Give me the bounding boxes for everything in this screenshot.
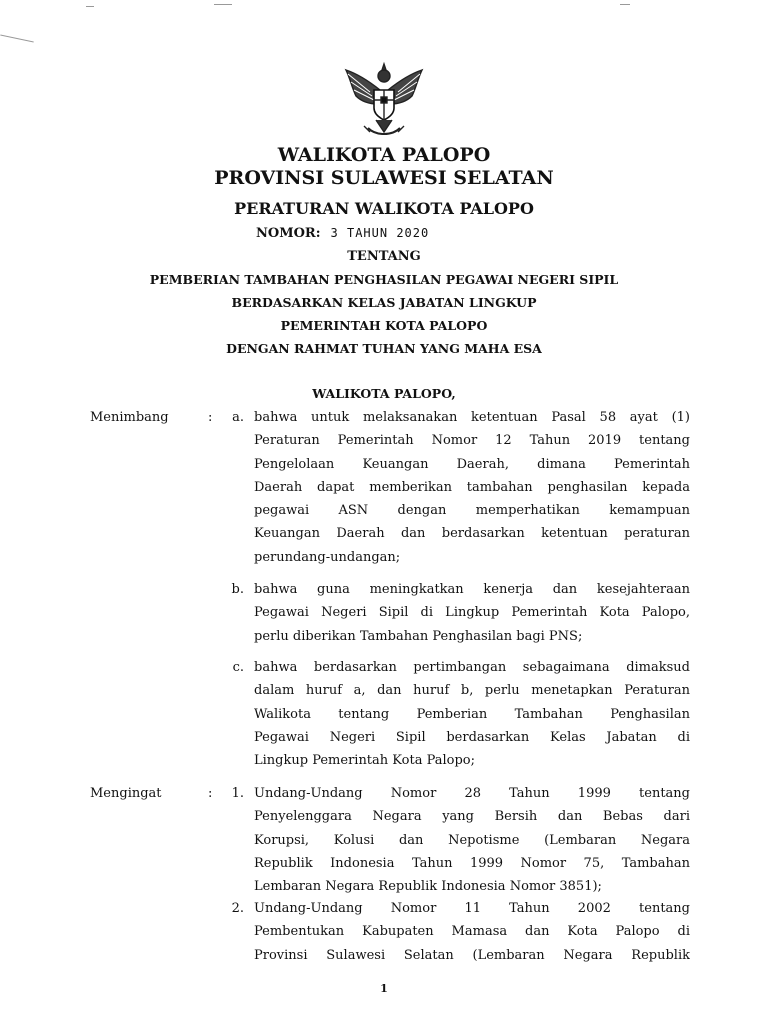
title-line-2: PROVINSI SULAWESI SELATAN xyxy=(214,167,554,189)
menimbang-mark-a: a. xyxy=(232,410,244,425)
menimbang-colon: : xyxy=(208,410,213,425)
menimbang-item-b xyxy=(254,578,690,648)
text-line: Daerah dapat memberikan tambahan penghasilan kepada xyxy=(254,479,690,495)
tentang-heading: TENTANG xyxy=(347,249,421,264)
scan-artifact xyxy=(620,4,630,5)
menimbang-label: Menimbang xyxy=(90,410,169,425)
menimbang-mark-b: b. xyxy=(231,582,244,597)
text-line: Lembaran Negara Republik Indonesia Nomor 3851); xyxy=(254,879,602,895)
text-line: Walikota tentang Pemberian Tambahan Penghasilan xyxy=(254,706,690,722)
regulation-type: PERATURAN WALIKOTA PALOPO xyxy=(234,199,534,218)
garuda-emblem-icon xyxy=(340,60,428,140)
menimbang-item-c xyxy=(254,656,690,772)
scan-artifact xyxy=(214,4,232,5)
authority-heading: WALIKOTA PALOPO, xyxy=(312,386,456,401)
text-line: dalam huruf a, dan huruf b, perlu menetapkan Peraturan xyxy=(254,683,690,699)
subject-line-3: PEMERINTAH KOTA PALOPO xyxy=(280,318,488,333)
subject-line-1: PEMBERIAN TAMBAHAN PENGHASILAN PEGAWAI NEGERI SIPIL xyxy=(149,272,619,287)
text-line: Undang-Undang Nomor 11 Tahun 2002 tentang xyxy=(254,901,690,916)
text-line: Pengelolaan Keuangan Daerah, dimana Pemerintah xyxy=(254,456,690,472)
text-line: Undang-Undang Nomor 28 Tahun 1999 tentang xyxy=(254,786,690,801)
text-line: Korupsi, Kolusi dan Nepotisme (Lembaran Negara xyxy=(254,832,690,848)
text-line: Pegawai Negeri Sipil di Lingkup Pemerintah Kota Palopo, xyxy=(254,605,690,621)
subject-line-4: DENGAN RAHMAT TUHAN YANG MAHA ESA xyxy=(226,341,542,356)
text-line: Provinsi Sulawesi Selatan (Lembaran Negara Republik xyxy=(254,947,690,963)
subject-line-2: BERDASARKAN KELAS JABATAN LINGKUP xyxy=(231,295,537,310)
text-line: bahwa untuk melaksanakan ketentuan Pasal 58 ayat (1) xyxy=(254,410,690,425)
mengingat-item-1 xyxy=(254,782,690,898)
menimbang-item-a xyxy=(254,406,690,569)
mengingat-item-2 xyxy=(254,897,690,967)
text-line: Republik Indonesia Tahun 1999 Nomor 75, Tambahan xyxy=(254,855,690,871)
text-line: bahwa berdasarkan pertimbangan sebagaimana dimaksud xyxy=(254,660,690,675)
text-line: Peraturan Pemerintah Nomor 12 Tahun 2019 tentang xyxy=(254,433,690,449)
text-line: perundang-undangan; xyxy=(254,549,401,565)
mengingat-colon: : xyxy=(208,786,213,801)
nomor-label: NOMOR: xyxy=(256,226,321,241)
text-line: perlu diberikan Tambahan Penghasilan bagi PNS; xyxy=(254,628,583,644)
text-line: Penyelenggara Negara yang Bersih dan Bebas dari xyxy=(254,809,690,825)
mengingat-mark-2: 2. xyxy=(231,901,244,916)
text-line: bahwa guna meningkatkan kenerja dan kesejahteraan xyxy=(254,582,690,597)
title-line-1: WALIKOTA PALOPO xyxy=(277,144,491,166)
text-line: pegawai ASN dengan memperhatikan kemampuan xyxy=(254,503,690,519)
text-line: Keuangan Daerah dan berdasarkan ketentuan peraturan xyxy=(254,526,690,542)
menimbang-mark-c: c. xyxy=(232,660,244,675)
regulation-number xyxy=(256,226,429,241)
mengingat-label: Mengingat xyxy=(90,786,162,801)
scan-artifact xyxy=(86,6,94,7)
text-line: Lingkup Pemerintah Kota Palopo; xyxy=(254,753,476,769)
scan-artifact xyxy=(0,34,33,42)
text-line: Pembentukan Kabupaten Mamasa dan Kota Palopo di xyxy=(254,924,690,940)
mengingat-mark-1: 1. xyxy=(231,786,244,801)
nomor-value: 3 TAHUN 2020 xyxy=(330,226,430,240)
text-line: Pegawai Negeri Sipil berdasarkan Kelas Jabatan di xyxy=(254,729,690,745)
page-number: 1 xyxy=(380,982,388,995)
